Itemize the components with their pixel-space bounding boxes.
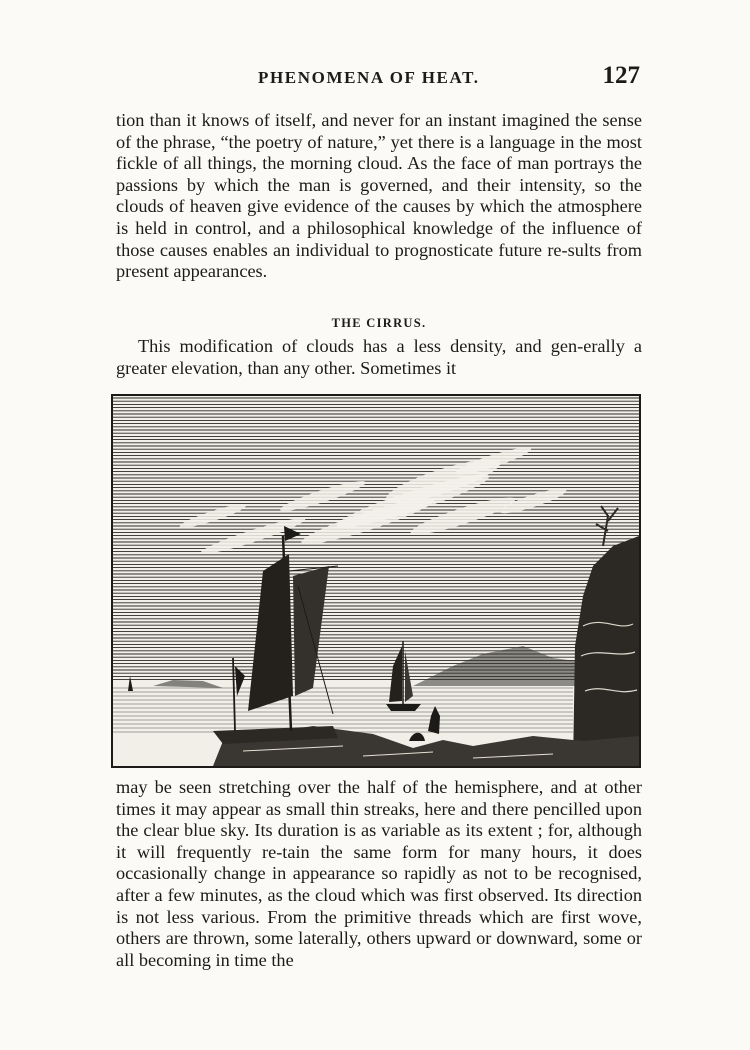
paragraph-bottom: may be seen stretching over the half of the hemisphere, and at other times it may appear as small thin streaks, here and there pencilled upon the clear blue sky. Its duration is as variable as its extent ; for, although it will frequently re-tain the same form for many hours, it does occasionally change in appearance so rapidly as not to be recognised, after a few minutes, as the cloud which was first observed. Its direction is not less various. From the primitive threads which are first wove, others are thrown, some laterally, others upward or downward, some or all becoming in time the [116, 777, 642, 970]
running-title: PHENOMENA OF HEAT. [258, 68, 480, 87]
running-head [116, 64, 644, 94]
page-number: 127 [602, 62, 640, 89]
paragraph-mid: This modification of clouds has a less density, and gen-erally a greater elevation, than any other. Sometimes it [116, 336, 642, 378]
section-heading: THE CIRRUS. [331, 316, 427, 330]
engraving-cirrus-clouds-sailboats-icon [113, 396, 639, 766]
paragraph-top: tion than it knows of itself, and never for an instant imagined the sense of the phrase, “the poetry of nature,” yet there is a language in the most fickle of all things, the morning cloud. As the face of man portrays the passions by which the man is governed, and their intensity, so the clouds of heaven give evidence of the causes by which the atmosphere is held in control, and a philosophical knowledge of the influence of those causes enables an individual to prognosticate future re-sults from present appearances. [116, 110, 642, 282]
engraving-illustration [111, 394, 641, 768]
